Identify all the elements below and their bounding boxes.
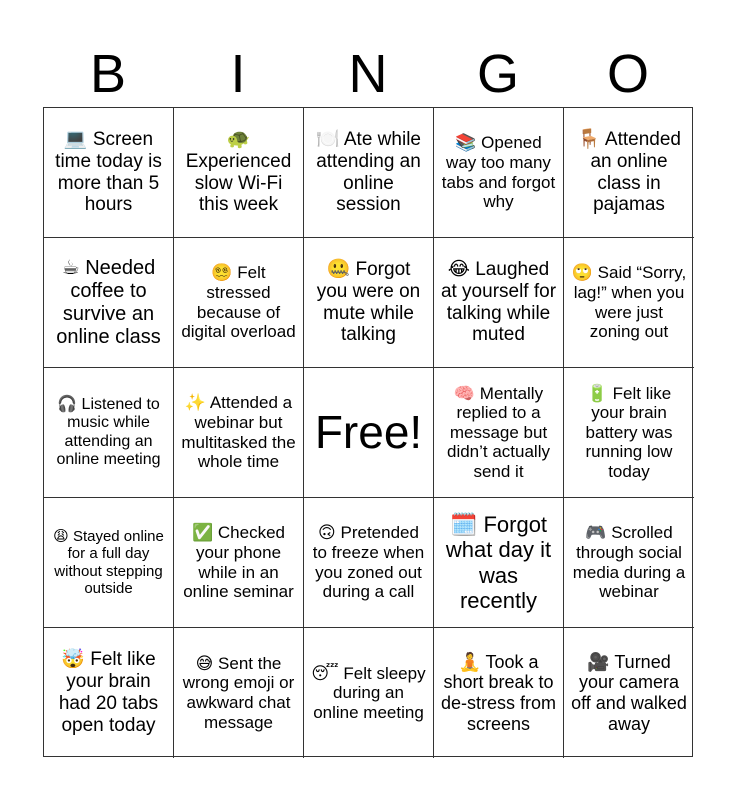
cell-text: ☕ Needed coffee to survive an online class [56, 256, 161, 348]
cell-text: 😩 Stayed online for a full day without stepping outside [53, 528, 164, 597]
cell-text: ✅ Checked your phone while in an online seminar [183, 523, 294, 602]
bingo-cell[interactable] [564, 108, 694, 238]
cell-text: 😂 Laughed at yourself for talking while muted [440, 258, 557, 346]
cell-text: 😵‍💫 Felt stressed because of digital overload [181, 263, 296, 342]
bingo-cell[interactable] [44, 108, 174, 238]
bingo-cell[interactable] [304, 108, 434, 238]
cell-text: 🎥 Turned your camera off and walked away [571, 651, 687, 734]
bingo-cell[interactable] [434, 498, 564, 628]
bingo-cell[interactable] [44, 368, 174, 498]
bingo-cell[interactable] [174, 628, 304, 758]
bingo-cell[interactable] [434, 368, 564, 498]
cell-text: 🧘 Took a short break to de-stress from screens [440, 651, 557, 734]
cell-text: 🤐 Forgot you were on mute while talking [316, 258, 421, 346]
bingo-cell[interactable] [434, 628, 564, 758]
bingo-grid [43, 107, 693, 757]
free-space-label: Free! [314, 406, 423, 459]
cell-text: 🎧 Listened to music while attending an online meeting [56, 395, 161, 468]
bingo-cell[interactable] [434, 238, 564, 368]
bingo-cell[interactable] [564, 498, 694, 628]
bingo-cell[interactable] [44, 238, 174, 368]
cell-text: 😅 Sent the wrong emoji or awkward chat message [182, 653, 295, 732]
header-letter-o: O [606, 44, 649, 104]
cell-text: 🤯 Felt like your brain had 20 tabs open today [58, 649, 159, 736]
cell-text: 🙄 Said “Sorry, lag!” when you were just zoning out [571, 263, 687, 342]
bingo-cell[interactable] [174, 368, 304, 498]
bingo-cell[interactable] [304, 238, 434, 368]
cell-text: 🙃 Pretended to freeze when you zoned out during a call [312, 523, 425, 602]
cell-text: ✨ Attended a webinar but multitasked the whole time [181, 393, 296, 472]
cell-text: 💻 Screen time today is more than 5 hours [55, 128, 162, 216]
bingo-cell[interactable] [564, 238, 694, 368]
bingo-cell[interactable] [174, 498, 304, 628]
bingo-cell[interactable] [44, 498, 174, 628]
cell-text: 🧠 Mentally replied to a message but didn’t actually send it [446, 383, 550, 481]
bingo-cell[interactable] [564, 628, 694, 758]
bingo-cell[interactable] [174, 238, 304, 368]
cell-text: 😴 Felt sleepy during an online meeting [311, 663, 426, 722]
cell-text: 🪑 Attended an online class in pajamas [577, 128, 681, 216]
header-letter-g: G [476, 44, 519, 104]
bingo-cell[interactable] [44, 628, 174, 758]
cell-text: 📚 Opened way too many tabs and forgot why [441, 133, 556, 212]
cell-text: 🐢 Experienced slow Wi-Fi this week [185, 128, 292, 216]
bingo-cell[interactable] [174, 108, 304, 238]
cell-text: 🔋 Felt like your brain battery was running low today [585, 383, 673, 481]
bingo-cell[interactable] [434, 108, 564, 238]
header-letter-i: I [230, 44, 246, 104]
bingo-header [43, 42, 693, 106]
free-space[interactable] [304, 368, 434, 498]
header-letter-b: B [89, 44, 127, 104]
bingo-cell[interactable] [564, 368, 694, 498]
header-letter-n: N [348, 44, 388, 104]
bingo-cell[interactable] [304, 628, 434, 758]
cell-text: 🗓️ Forgot what day it was recently [445, 511, 552, 613]
cell-text: 🍽️ Ate while attending an online session [316, 128, 421, 216]
bingo-cell[interactable] [304, 498, 434, 628]
cell-text: 🎮 Scrolled through social media during a webinar [572, 523, 686, 602]
